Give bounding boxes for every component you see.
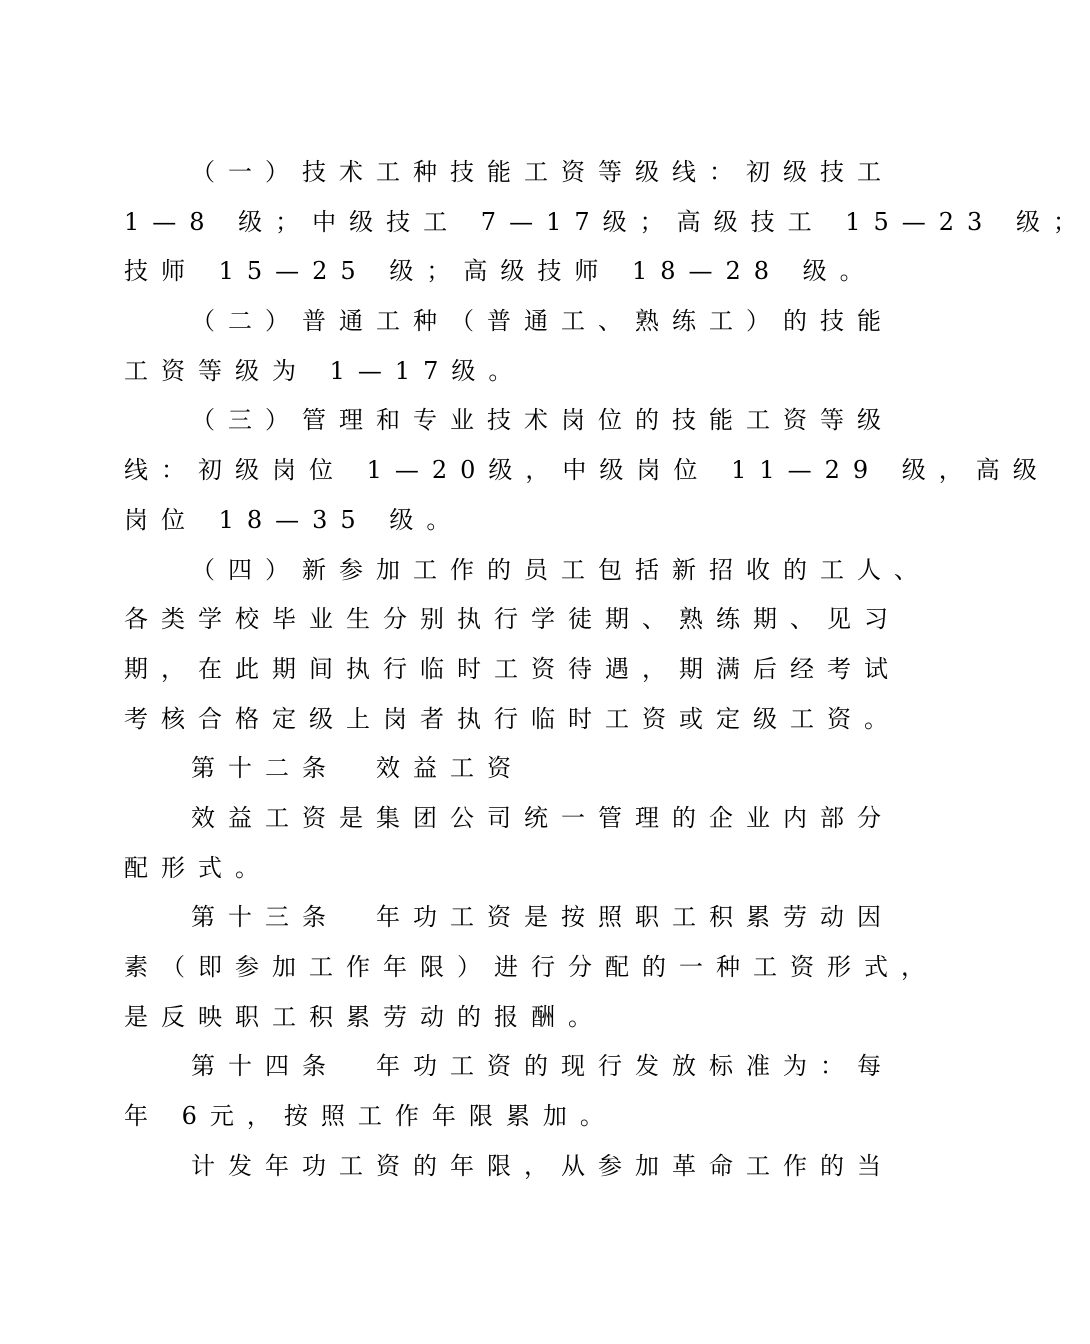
text-line: 岗位 18—35 级。	[124, 505, 464, 534]
text-line: 各类学校毕业生分别执行学徒期、熟练期、见习	[124, 605, 901, 634]
text-line: 效益工资是集团公司统一管理的企业内部分	[191, 803, 894, 832]
text-line: 线：初级岗位 1—20级，中级岗位 11—29 级，高级	[124, 456, 1050, 485]
text-line: （二）普通工种（普通工、熟练工）的技能	[191, 307, 894, 336]
text-line: 是反映职工积累劳动的报酬。	[124, 1002, 605, 1031]
text-line: 第十四条 年功工资的现行发放标准为：每	[191, 1052, 894, 1081]
text-line: 配形式。	[124, 853, 272, 882]
text-line: 第十三条 年功工资是按照职工积累劳动因	[191, 903, 894, 932]
text-line: 技师 15—25 级；高级技师 18—28 级。	[124, 257, 877, 286]
text-line: （三）管理和专业技术岗位的技能工资等级	[191, 406, 894, 435]
text-line: （一）技术工种技能工资等级线：初级技工	[191, 158, 894, 186]
text-line: 考核合格定级上岗者执行临时工资或定级工资。	[124, 704, 901, 733]
text-line: 期，在此期间执行临时工资待遇，期满后经考试	[124, 654, 901, 683]
text-line: 计发年功工资的年限，从参加革命工作的当	[191, 1151, 894, 1180]
text-line: 年 6元，按照工作年限累加。	[124, 1102, 617, 1131]
text-line: （四）新参加工作的员工包括新招收的工人、	[191, 555, 931, 584]
document-body	[124, 148, 1090, 1191]
text-line: 1—8 级；中级技工 7—17级；高级技工 15—23 级；	[124, 207, 1090, 236]
text-line: 工资等级为 1—17级。	[124, 356, 526, 385]
article-heading: 第十二条 效益工资	[191, 754, 524, 783]
text-line: 素（即参加工作年限）进行分配的一种工资形式，	[124, 953, 938, 981]
